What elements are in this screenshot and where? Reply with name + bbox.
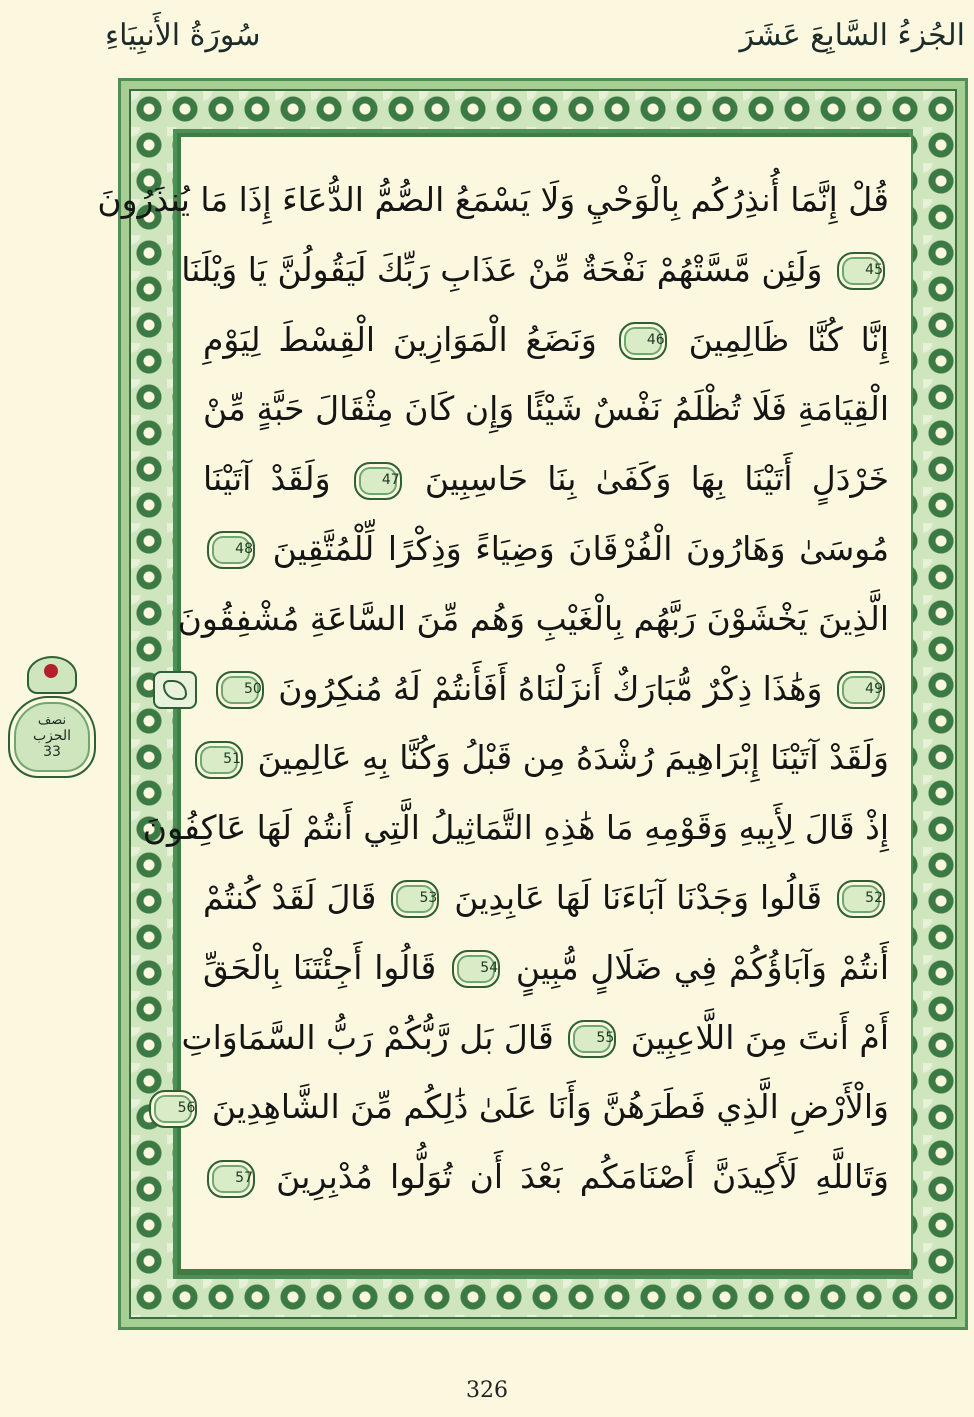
text-line xyxy=(203,514,889,584)
hizb-label-half: نصف xyxy=(37,713,67,728)
ayah-number-marker: 48 xyxy=(207,531,255,569)
ayah-number-marker: 49 xyxy=(837,671,885,709)
text-line xyxy=(203,305,889,375)
verse-text: أَنتُمْ وَآبَاؤُكُمْ فِي ضَلَالٍ مُّبِينٍ xyxy=(515,947,889,987)
ayah-number-marker: 50 xyxy=(216,671,264,709)
text-line xyxy=(203,723,889,793)
hizb-number: 33 xyxy=(43,744,61,760)
text-line xyxy=(203,374,889,444)
verse-text: وَنَضَعُ الْمَوَازِينَ الْقِسْطَ لِيَوْمِ xyxy=(203,319,597,359)
text-line xyxy=(203,1142,889,1212)
verse-text: قُلْ إِنَّمَا أُنذِرُكُم بِالْوَحْيِ وَلَا يَسْمَعُ الصُّمُّ الدُّعَاءَ إِذَا مَا يُنذَرُونَ xyxy=(97,180,889,219)
text-line xyxy=(203,863,889,933)
quran-text-area xyxy=(97,137,911,1269)
verse-text: قَالَ بَل رَّبُّكُمْ رَبُّ السَّمَاوَاتِ xyxy=(181,1017,554,1057)
hizb-badge xyxy=(8,696,96,778)
surah-title: سُورَةُ الأَنبِيَاءِ xyxy=(105,18,261,53)
sajda-icon xyxy=(153,671,197,709)
text-line xyxy=(203,444,889,514)
text-line xyxy=(142,793,889,863)
page-number: 326 xyxy=(466,1378,508,1403)
text-line xyxy=(203,933,889,1003)
verse-text: وَلَقَدْ آتَيْنَا xyxy=(203,459,331,499)
verse-text: وَتَاللَّهِ لَأَكِيدَنَّ أَصْنَامَكُم بَعْدَ أَن تُوَلُّوا مُدْبِرِينَ xyxy=(276,1157,889,1197)
hizb-crown-icon xyxy=(27,656,77,694)
text-line xyxy=(177,584,889,654)
juz-title: الجُزءُ السَّابِعَ عَشَرَ xyxy=(739,18,965,53)
verse-text: إِنَّا كُنَّا ظَالِمِينَ xyxy=(688,319,889,359)
verse-text: قَالُوا أَجِئْتَنَا بِالْحَقِّ xyxy=(203,947,437,987)
ayah-number-marker: 53 xyxy=(391,880,439,918)
hizb-label-hizb: الحزب xyxy=(32,728,72,744)
text-line xyxy=(181,235,889,305)
verse-text: خَرْدَلٍ أَتَيْنَا بِهَا وَكَفَىٰ بِنَا حَاسِبِينَ xyxy=(424,459,890,499)
text-line xyxy=(97,165,889,235)
page-header xyxy=(105,10,965,66)
ayah-number-marker: 51 xyxy=(195,741,243,779)
text-line xyxy=(203,654,889,724)
verse-text: قَالُوا وَجَدْنَا آبَاءَنَا لَهَا عَابِدِينَ xyxy=(454,877,823,917)
ayah-number-marker: 52 xyxy=(837,880,885,918)
verse-text: مُوسَىٰ وَهَارُونَ الْفُرْقَانَ وَضِيَاءً وَذِكْرًا لِّلْمُتَّقِينَ xyxy=(272,528,889,568)
ayah-number-marker: 45 xyxy=(837,252,885,290)
verse-text: وَلَقَدْ آتَيْنَا إِبْرَاهِيمَ رُشْدَهُ مِن قَبْلُ وَكُنَّا بِهِ عَالِمِينَ xyxy=(257,738,889,778)
text-line xyxy=(181,1003,889,1073)
verse-text: قَالَ لَقَدْ كُنتُمْ xyxy=(203,877,377,917)
verse-text: وَهَٰذَا ذِكْرٌ مُّبَارَكٌ أَنزَلْنَاهُ أَفَأَنتُمْ لَهُ مُنكِرُونَ xyxy=(278,668,823,708)
verse-text: إِذْ قَالَ لِأَبِيهِ وَقَوْمِهِ مَا هَٰذِهِ التَّمَاثِيلُ الَّتِي أَنتُمْ لَهَا عَاكِفُونَ xyxy=(142,808,889,848)
hizb-marker xyxy=(8,656,96,772)
ayah-number-marker: 56 xyxy=(149,1090,197,1128)
verse-text: الَّذِينَ يَخْشَوْنَ رَبَّهُم بِالْغَيْبِ وَهُم مِّنَ السَّاعَةِ مُشْفِقُونَ xyxy=(177,598,889,638)
ayah-number-marker: 54 xyxy=(452,950,500,988)
ayah-number-marker: 47 xyxy=(354,462,402,500)
verse-text: الْقِيَامَةِ فَلَا تُظْلَمُ نَفْسٌ شَيْئًا وَإِن كَانَ مِثْقَالَ حَبَّةٍ مِّنْ xyxy=(203,389,889,429)
verse-text: وَلَئِن مَّسَّتْهُمْ نَفْحَةٌ مِّنْ عَذَابِ رَبِّكَ لَيَقُولُنَّ يَا وَيْلَنَا xyxy=(181,249,823,289)
text-line xyxy=(177,1072,889,1142)
ayah-number-marker: 55 xyxy=(568,1020,616,1058)
page-frame xyxy=(97,78,968,1330)
verse-text: وَالْأَرْضِ الَّذِي فَطَرَهُنَّ وَأَنَا عَلَىٰ ذَٰلِكُم مِّنَ الشَّاهِدِينَ xyxy=(211,1087,889,1127)
verse-text: أَمْ أَنتَ مِنَ اللَّاعِبِينَ xyxy=(630,1017,889,1057)
ayah-number-marker: 46 xyxy=(619,322,667,360)
ayah-number-marker: 57 xyxy=(207,1160,255,1198)
